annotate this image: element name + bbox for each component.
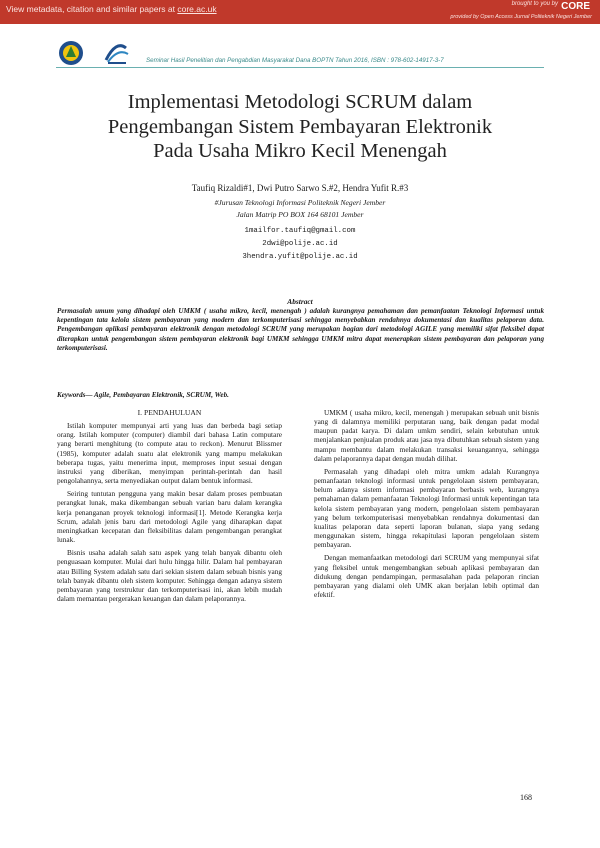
conference-header: Seminar Hasil Penelitian dan Pengabdian Masyarakat Dana BOPTN Tahun 2016, ISBN : 978-602-14917-3-7 — [146, 57, 444, 64]
title-line: Implementasi Metodologi SCRUM dalam — [127, 91, 473, 113]
email-1: 1mailfor.taufiq@gmail.com — [244, 227, 356, 235]
keywords-label: Keywords — [57, 391, 86, 399]
section-heading: I. PENDAHULUAN — [137, 408, 202, 417]
core-link[interactable]: core.ac.uk — [177, 4, 217, 14]
core-logo[interactable]: CORE — [561, 1, 590, 12]
paragraph: Seiring tuntutan pengguna yang makin besar dalam proses pembuatan perangkat lunak, maka dikembangan sebuah varian baru dalam kerangka kerja penanganan proyek teknologi informasi[1]. Metode Kerangka kerja Scrum, adalah jenis baru dari metodologi Agile yang diharapkan dapat meningkatkan kecepatan dan fleksibilitas dalam pengembangan perangkat lunak. — [57, 489, 282, 545]
title-line: Pada Usaha Mikro Kecil Menengah — [153, 140, 447, 162]
paragraph: Permasalah yang dihadapi oleh mitra umkm adalah Kurangnya pemanfaatan teknologi informasi untuk pengelolaan sistem pembayaran, belum adanya sistem informasi pembayaran berbasis web, kurangnya pemahaman dalam pemanfaatan Teknologi Informasi untuk kepentingan tata kelola sistem pembayaran yang modern, pengelolaan sistem pembayaran yang belum terkomputerisasi menyebabkan rendahnya dokumentasi dan kualitas pelaporan data seperti laporan bulanan, siapa yang sedang menggunakan sistem, hingga rekapitulasi laporan pengelolaan sistem pembayaran. — [314, 466, 539, 550]
email-2: 2dwi@polije.ac.id — [262, 240, 338, 248]
paragraph: Istilah komputer mempunyai arti yang luas dan berbeda bagi setiap orang. Istilah komputer (computer) diambil dari bahasa Latin computare yang berarti menghitung (to compute atau to reckon). Menurut Blissmer (1985), komputer adalah suatu alat elektronik yang mampu melakukan beberapa tugas, yaitu menerima input, memproses input sesuai dengan instruksi yang diberikan, menyimpan perintah-perintah dan hasil pengolahannya, serta menyediakan output dalam bentuk informasi. — [57, 421, 282, 486]
affiliation-address: Jalan Matrip PO BOX 164 68101 Jember — [236, 210, 364, 219]
affiliation-dept: #Jurusan Teknologi Informasi Politeknik Negeri Jember — [214, 198, 386, 207]
banner-metadata-text: View metadata, citation and similar papers at core.ac.uk — [6, 4, 217, 14]
paragraph: Bisnis usaha adalah salah satu aspek yang telah banyak dibantu oleh penguasaan komputer. Mulai dari hulu hingga hilir. Dalam hal pembayaran atau Billing System adalah satu dari sekian sistem dalam sebuah bisnis yang telah banyak dibantu oleh sistem komputer. Sehingga dengan adanya sistem pembayaran yang terstruktur dan terkomputerisasi ini, akan lebih mudah dalam memantau pergerakan keuangan dan dalam pelaporannya. — [57, 548, 282, 603]
abstract-heading: Abstract — [287, 297, 313, 306]
paragraph: Dengan memanfaatkan metodologi dari SCRUM yang mempunyai sifat yang fleksibel untuk mengembangkan sebuah aplikasi pembayaran dan didukung dengan pendampingan, permasalahan pada pelaporan rincian pembayaran yang dialami oleh UMK akan berjalan lebih optimal dan efektif. — [314, 553, 539, 599]
email-3: 3hendra.yufit@polije.ac.id — [242, 253, 358, 261]
university-logo-icon — [58, 40, 84, 66]
keywords — [57, 391, 544, 399]
abstract-text: Permasalah umum yang dihadapi oleh UMKM ( usaha mikro, kecil, menengah ) adalah kurangnya pemahaman dan pemanfaatan Teknologi Informasi untuk kepentingan tata kelola sistem pembayaran yang modern dan terkomputerisasi sehingga menyebabkan rendahnya dokumentasi dan kualitas pelaporan data. Pengembangan aplikasi pembayaran elektronik dengan metodologi SCRUM yang merupakan bagian dari metodologi AGILE yang memiliki sifat fleksibel dapat diterapkan untuk pengembangan sistem pembayaran elektronik bagi UMKM sehingga UMKM mitra dapat menerapkan sistem pembayaran dan pelaporan yang terkomputerisasi. — [57, 307, 544, 352]
core-banner — [0, 0, 600, 24]
title-line: Pengembangan Sistem Pembayaran Elektronik — [107, 115, 493, 138]
right-column — [314, 408, 539, 603]
paper-title — [56, 90, 544, 164]
polije-logo-icon — [102, 38, 130, 66]
brought-by-text: brought to you by — [511, 1, 558, 7]
page-number: 168 — [520, 793, 532, 802]
paragraph: UMKM ( usaha mikro, kecil, menengah ) merupakan sebuah unit bisnis yang di dalamnya memiliki perputaran uang, baik dengan padat modal maupun padat karya. Di dalam umkm sendiri, selain kebutuhan untuk menjalankan penjualan produk atau jasa nya dibutuhkan sebuah sistem yang mampu membantu dalam melakukan transaksi keuangannya, sehingga dalam pelaporannya dapat dengan mudah dilihat. — [314, 408, 539, 463]
keywords-text: — Agile, Pembayaran Elektronik, SCRUM, Web. — [85, 391, 229, 399]
left-column — [57, 408, 282, 607]
header-divider — [56, 67, 544, 68]
author-list: Taufiq Rizaldi#1, Dwi Putro Sarwo S.#2, Hendra Yufit R.#3 — [191, 183, 409, 193]
provided-by-text: provided by Open Access Jurnal Politeknik Negeri Jember — [450, 14, 592, 20]
